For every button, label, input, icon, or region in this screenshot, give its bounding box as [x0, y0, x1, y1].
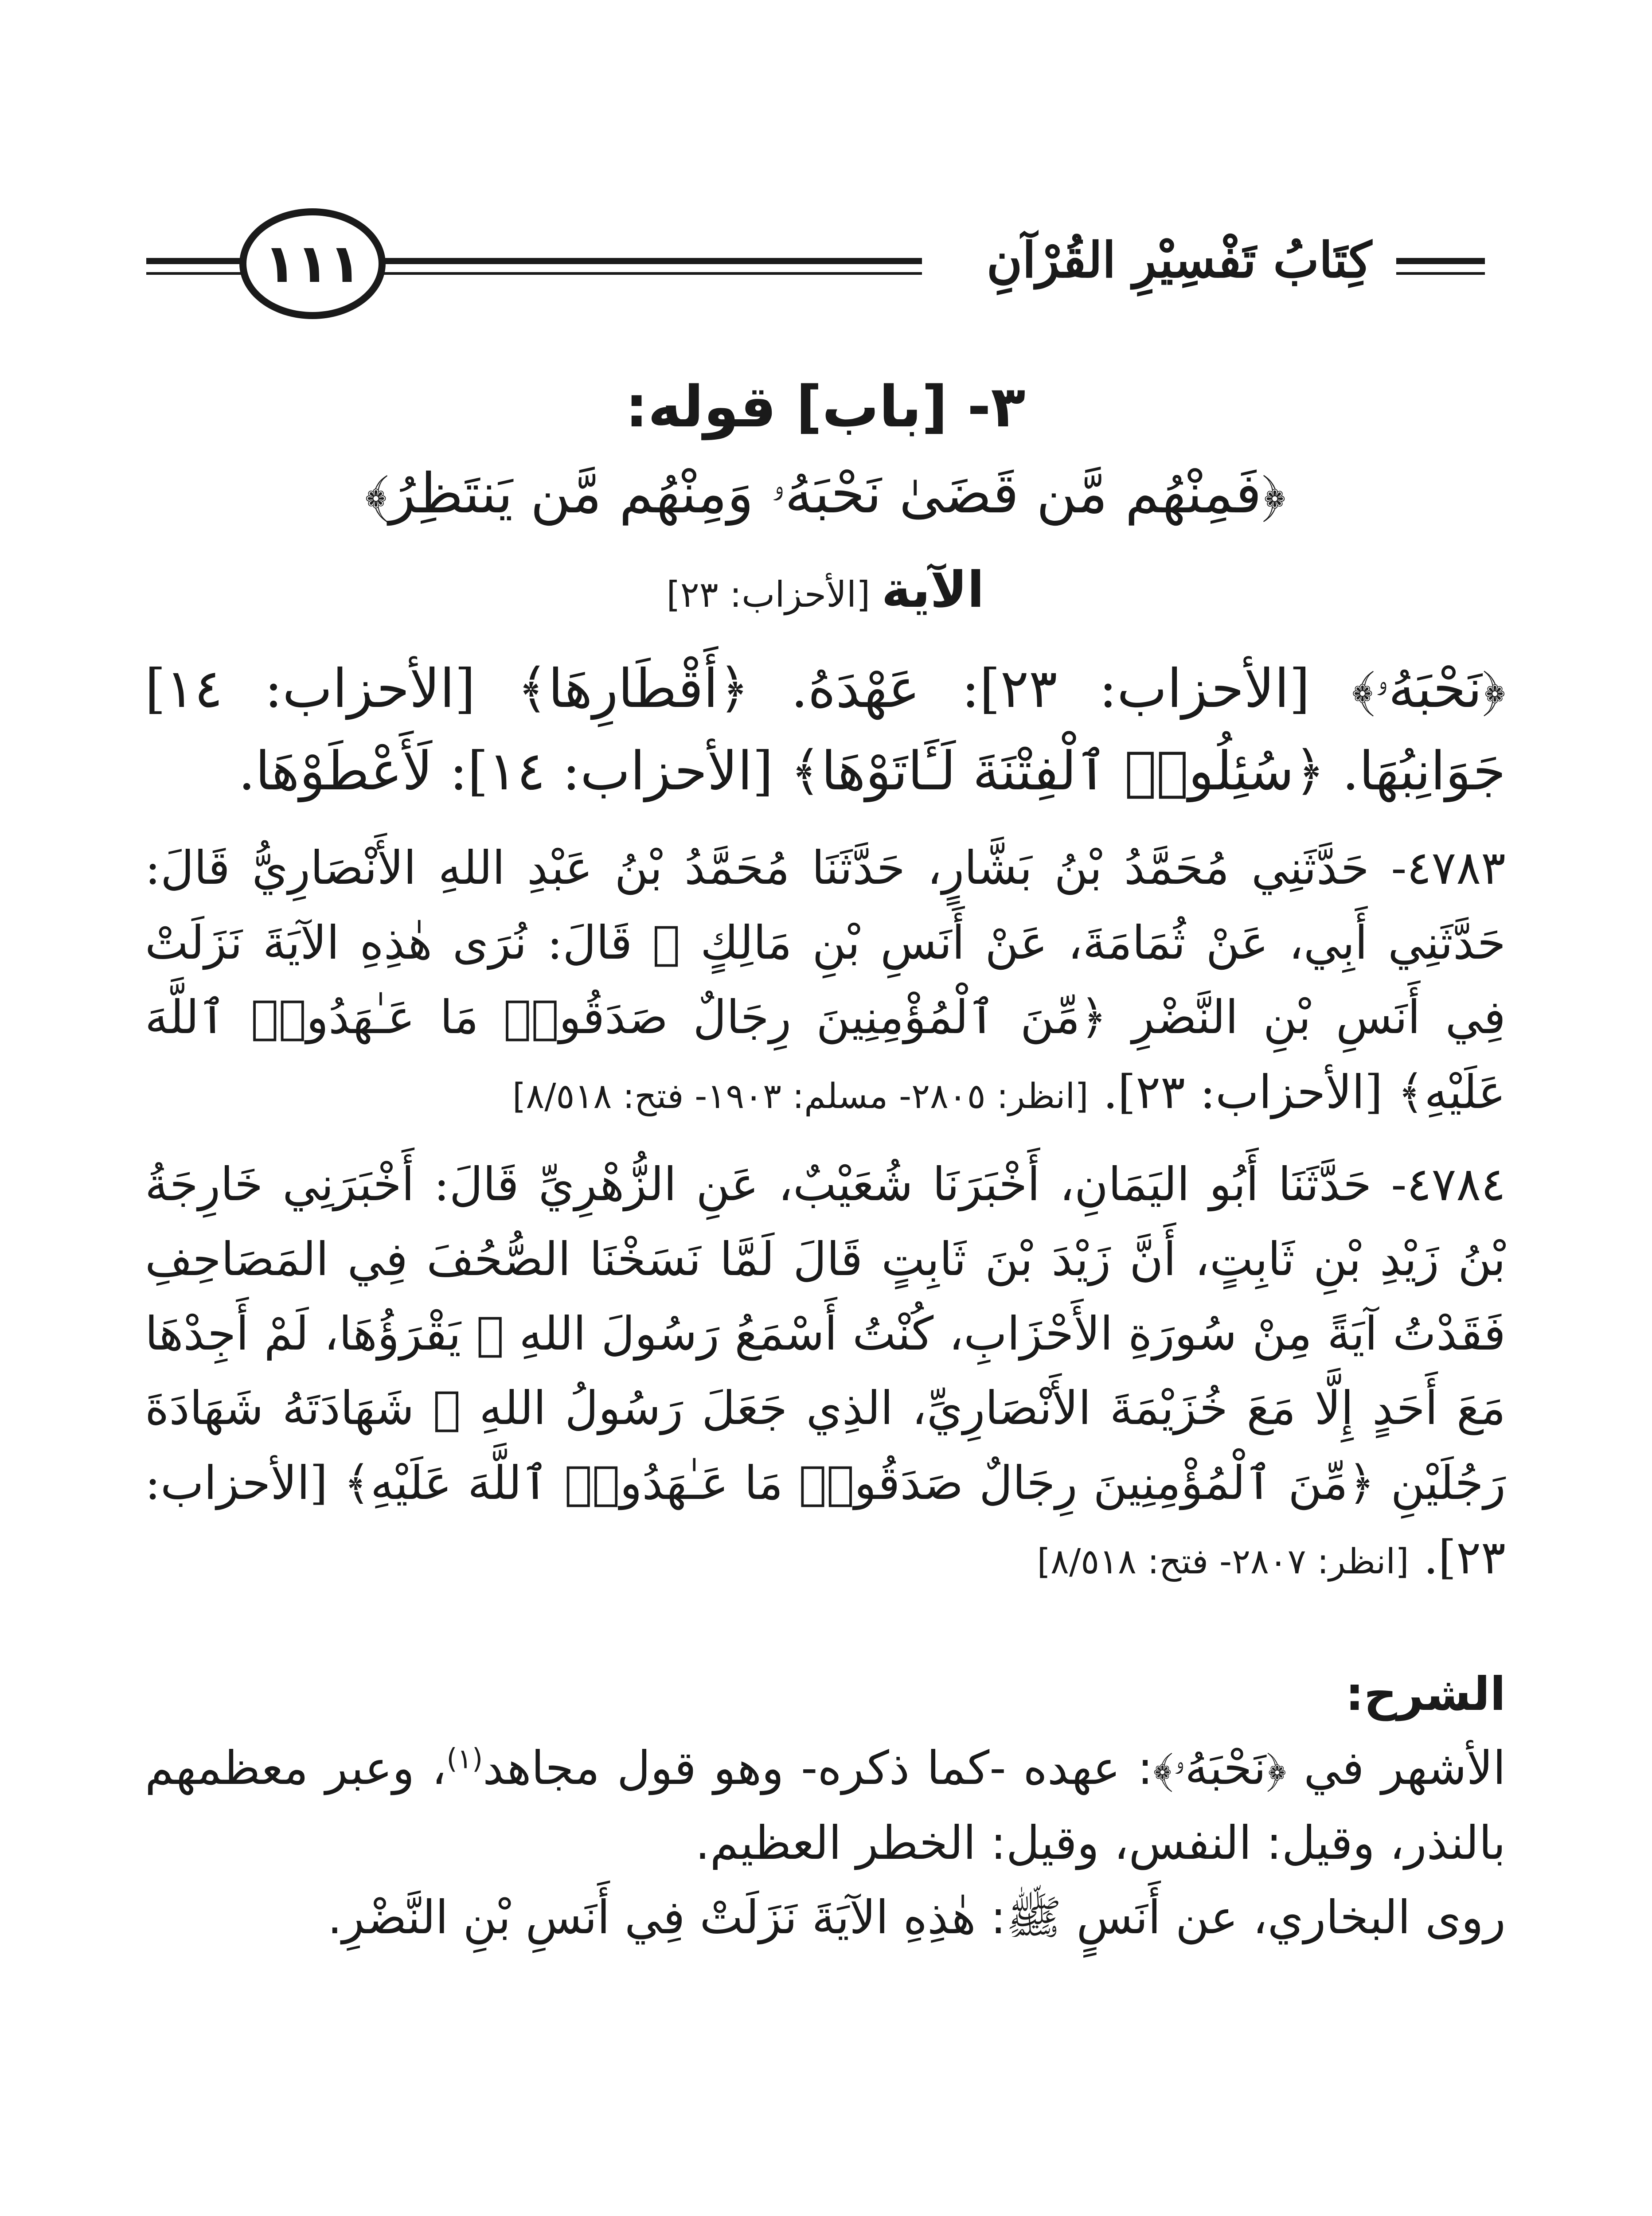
commentary-paragraph-2: روى البخاري، عن أَنَسٍ ﷺ: هٰذِهِ الآيَةَ نَزَلَتْ فِي أَنَسِ بْنِ النَّضْرِ. [327, 1890, 1506, 1945]
hadith-4784 [145, 1147, 1506, 1595]
footnote-marker: (١) [446, 1742, 483, 1775]
header-rule-right [1396, 258, 1485, 275]
page-number: ١١١ [264, 233, 361, 295]
hadith-4784-reference: [انظر: ٢٨٠٧- فتح: ٨/٥١٨] [1037, 1542, 1409, 1582]
commentary-heading: الشرح: [1345, 1666, 1506, 1721]
chapter-heading: ٣- [باب] قوله: [625, 374, 1026, 440]
commentary-p1-end: ، وعبر معظمهم بالنذر، وقيل: النفس، وقيل: الخطر العظيم. [145, 1741, 1506, 1870]
hadith-4784-text: ٤٧٨٤- حَدَّثَنَا أَبُو اليَمَانِ، أَخْبَرَنَا شُعَيْبٌ، عَنِ الزُّهْرِيِّ قَالَ: أَخْبَرَنِي خَارِجَةُ بْنُ زَيْدِ بْنِ ثَابِتٍ، أَنَّ زَيْدَ بْنَ ثَابِتٍ قَالَ لَمَّا نَسَخْنَا الصُّحُفَ فِي المَصَاحِفِ فَقَدْتُ آيَةً مِنْ سُورَةِ الأَحْزَابِ، كُنْتُ أَسْمَعُ رَسُولَ اللهِ ﷺ يَقْرَؤُهَا، لَمْ أَجِدْهَا مَعَ أَحَدٍ إِلَّا مَعَ خُزَيْمَةَ الأَنْصَارِيِّ، الذِي جَعَلَ رَسُولُ اللهِ ﷺ شَهَادَتَهُ شَهَادَةَ رَجُلَيْنِ ﴿مِّنَ ٱلْمُؤْمِنِينَ رِجَالٌ صَدَقُوا۟ مَا عَـٰهَدُوا۟ ٱللَّهَ عَلَيْهِ﴾ [الأحزاب: ٢٣]. [145, 1157, 1506, 1585]
ayah-reference: [الأحزاب: ٢٣] [666, 574, 871, 615]
page-header [146, 208, 1485, 332]
header-rule-middle [332, 258, 922, 275]
hadith-4783-reference: [انظر: ٢٨٠٥- مسلم: ١٩٠٣- فتح: ٨/٥١٨] [512, 1076, 1089, 1116]
commentary-paragraph-1 [145, 1731, 1506, 1880]
commentary-p1-start: الأشهر في ﴿نَحْبَهُۥ﴾: عهده -كما ذكره- وهو قول مجاهد [483, 1741, 1506, 1795]
hadith-4783 [145, 831, 1506, 1129]
header-rule-left [146, 258, 248, 275]
word-gloss-paragraph: ﴿نَحْبَهُۥ﴾ [الأحزاب: ٢٣]: عَهْدَهُ. ﴿أَقْطَارِهَا﴾ [الأحزاب: ١٤] جَوَانِبُهَا. ﴿سُئِلُوا۟ ٱلْفِتْنَةَ لَـَٔاتَوْهَا﴾ [الأحزاب: ١٤]: لَأَعْطَوْهَا. [145, 658, 1506, 803]
book-title: كِتَابُ تَفْسِيْرِ القُرْآنِ [986, 231, 1372, 289]
ayah-heading [145, 546, 1506, 635]
quran-verse: ﴿فَمِنْهُم مَّن قَضَىٰ نَحْبَهُۥ وَمِنْهُم مَّن يَنتَظِرُ﴾ [364, 462, 1286, 526]
main-content [145, 363, 1506, 1955]
hadith-4783-text: ٤٧٨٣- حَدَّثَنِي مُحَمَّدُ بْنُ بَشَّارٍ، حَدَّثَنَا مُحَمَّدُ بْنُ عَبْدِ اللهِ الأَنْصَارِيُّ قَالَ: حَدَّثَنِي أَبِي، عَنْ ثُمَامَةَ، عَنْ أَنَسِ بْنِ مَالِكٍ ﷺ قَالَ: نُرَى هٰذِهِ الآيَةَ نَزَلَتْ فِي أَنَسِ بْنِ النَّضْرِ ﴿مِّنَ ٱلْمُؤْمِنِينَ رِجَالٌ صَدَقُوا۟ مَا عَـٰهَدُوا۟ ٱللَّهَ عَلَيْهِ﴾ [الأحزاب: ٢٣]. [145, 841, 1506, 1119]
ayah-label: الآية [881, 561, 984, 619]
page-number-badge [239, 208, 386, 319]
